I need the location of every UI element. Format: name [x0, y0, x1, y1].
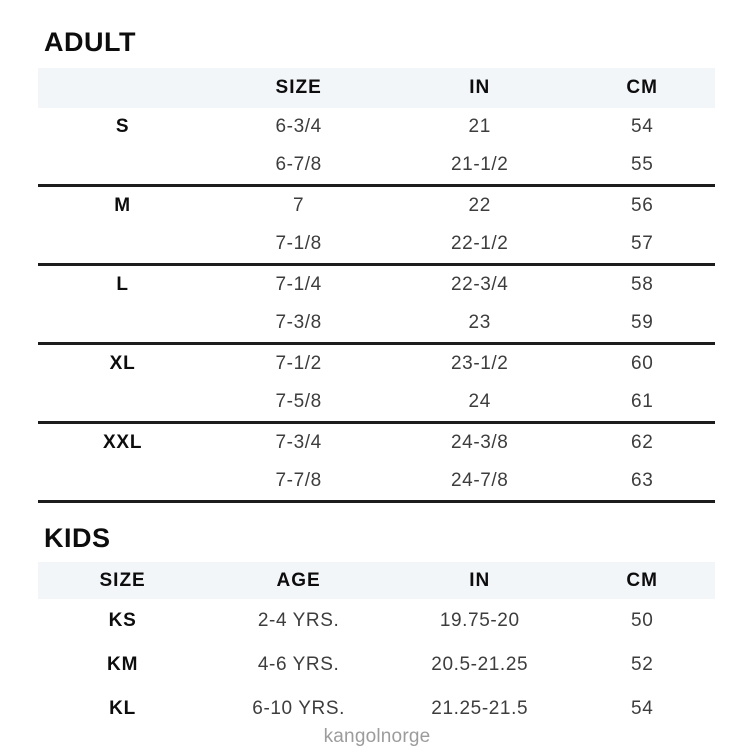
cell-in: 23 [390, 304, 569, 344]
cell-age: 2-4 YRS. [257, 610, 340, 631]
size-group-label: S [115, 116, 130, 137]
size-group-label: XL [109, 353, 136, 374]
size-group-label: L [116, 274, 129, 295]
brand-watermark: kangolnorge [323, 726, 431, 747]
table-row [38, 383, 715, 423]
table-row [38, 687, 715, 731]
cell-size: 6-7/8 [207, 146, 390, 186]
table-row [38, 186, 715, 226]
table-row [38, 304, 715, 344]
cell-size: 7-1/8 [207, 225, 390, 265]
cell-in: 22-3/4 [450, 274, 509, 295]
size-group-label-empty [38, 146, 207, 186]
table-row [38, 265, 715, 305]
cell-in: 20.5-21.25 [431, 654, 529, 675]
adult-header-empty [38, 68, 207, 108]
kids-size-label: KM [107, 654, 139, 675]
table-row [38, 643, 715, 687]
cell-in: 22 [468, 195, 491, 216]
kids-section-title: KIDS [44, 523, 111, 553]
cell-in: 21 [468, 116, 491, 137]
cell-cm: 62 [631, 432, 654, 453]
kids-header-age: AGE [207, 562, 390, 599]
cell-in: 19.75-20 [439, 610, 520, 631]
cell-cm: 63 [569, 462, 715, 502]
cell-in: 22-1/2 [390, 225, 569, 265]
cell-cm: 60 [631, 353, 654, 374]
size-group-label-empty [38, 304, 207, 344]
cell-size: 7-5/8 [207, 383, 390, 423]
adult-size-table [38, 68, 715, 503]
kids-header-row [38, 562, 715, 599]
kids-size-label: KS [108, 610, 137, 631]
cell-cm: 56 [631, 195, 654, 216]
cell-in: 24-7/8 [390, 462, 569, 502]
adult-header-cm: CM [569, 68, 715, 108]
adult-section-title: ADULT [44, 27, 136, 57]
adult-header-in: IN [390, 68, 569, 108]
cell-cm: 52 [631, 654, 654, 675]
cell-in: 21-1/2 [390, 146, 569, 186]
cell-cm: 61 [569, 383, 715, 423]
cell-cm: 54 [631, 698, 654, 719]
cell-cm: 50 [631, 610, 654, 631]
size-group-label-empty [38, 225, 207, 265]
size-group-label-empty [38, 462, 207, 502]
table-row [38, 462, 715, 502]
table-row [38, 599, 715, 643]
adult-header-row [38, 68, 715, 108]
kids-header-cm: CM [569, 562, 715, 599]
table-row [38, 225, 715, 265]
cell-cm: 55 [569, 146, 715, 186]
kids-size-table [38, 562, 715, 731]
table-row [38, 344, 715, 384]
cell-cm: 57 [569, 225, 715, 265]
kids-size-label: KL [109, 698, 137, 719]
size-group-label: M [114, 195, 131, 216]
cell-size: 6-3/4 [275, 116, 322, 137]
kids-header-size: SIZE [38, 562, 207, 599]
cell-age: 4-6 YRS. [257, 654, 340, 675]
size-group-label-empty [38, 383, 207, 423]
table-row [38, 108, 715, 146]
cell-size: 7 [293, 195, 305, 216]
cell-size: 7-3/8 [207, 304, 390, 344]
cell-cm: 54 [631, 116, 654, 137]
kids-header-in: IN [390, 562, 569, 599]
table-row [38, 423, 715, 463]
adult-header-size: SIZE [207, 68, 390, 108]
cell-in: 21.25-21.5 [431, 698, 529, 719]
cell-cm: 59 [569, 304, 715, 344]
size-group-label: XXL [102, 432, 143, 453]
cell-size: 7-1/4 [275, 274, 322, 295]
cell-age: 6-10 YRS. [252, 698, 345, 719]
cell-cm: 58 [631, 274, 654, 295]
cell-size: 7-7/8 [207, 462, 390, 502]
cell-size: 7-3/4 [275, 432, 322, 453]
cell-in: 24 [390, 383, 569, 423]
cell-in: 23-1/2 [450, 353, 509, 374]
table-row [38, 146, 715, 186]
cell-in: 24-3/8 [450, 432, 509, 453]
cell-size: 7-1/2 [275, 353, 322, 374]
